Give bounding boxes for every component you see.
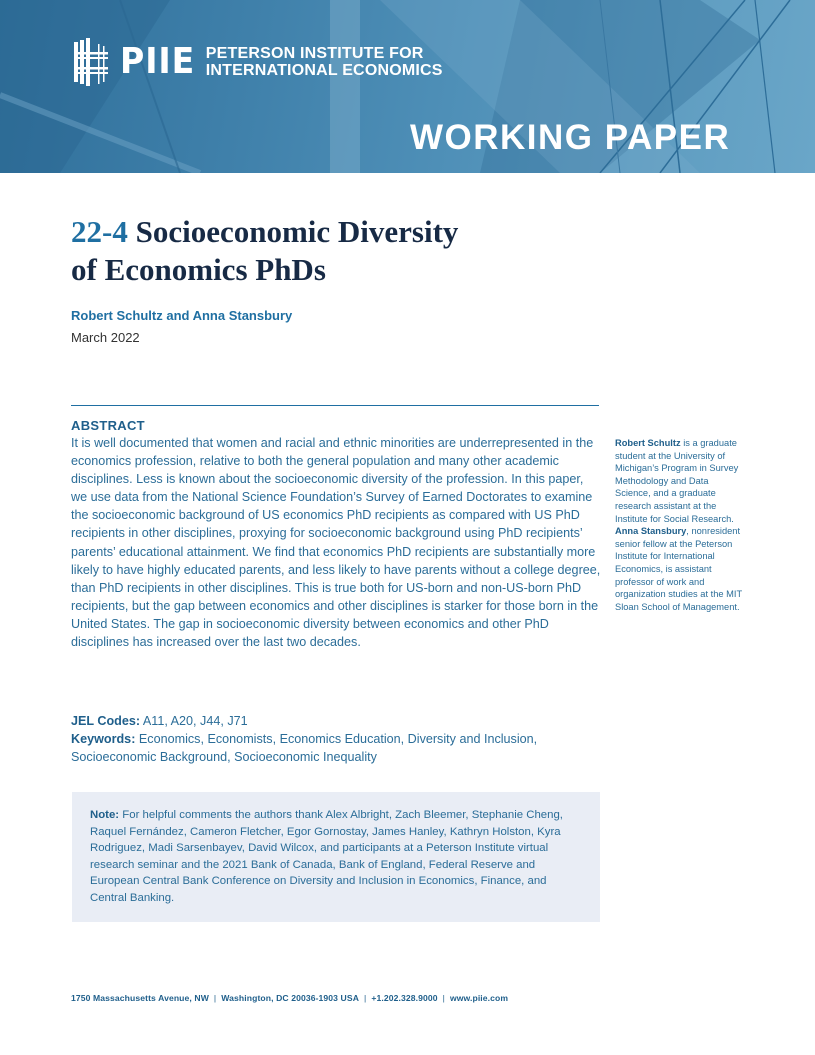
bio-author1-text: is a graduate student at the University of Michigan’s Program in Survey Methodology and Data Science, and a graduate research assistant at the Institute for Social Research. xyxy=(615,438,739,524)
logo-wordmark: PIIE xyxy=(120,41,196,82)
keywords-label: Keywords: xyxy=(71,732,136,747)
jel-codes xyxy=(71,712,611,730)
footer-address: 1750 Massachusetts Avenue, NW xyxy=(71,993,209,1003)
footer-city: Washington, DC 20036-1903 USA xyxy=(221,993,359,1003)
title-line2: of Economics PhDs xyxy=(71,252,326,287)
keywords xyxy=(71,730,611,766)
note-label: Note: xyxy=(90,809,120,821)
abstract-heading: ABSTRACT xyxy=(71,418,145,433)
acknowledgements-note xyxy=(72,792,600,922)
title-line1: Socioeconomic Diversity xyxy=(135,214,459,249)
institute-name xyxy=(206,45,443,79)
paper-title xyxy=(71,213,591,289)
institute-name-line1: PETERSON INSTITUTE FOR xyxy=(205,45,424,62)
piie-logo[interactable] xyxy=(72,36,443,88)
footer-separator: | xyxy=(213,993,217,1003)
authors: Robert Schultz and Anna Stansbury xyxy=(71,308,293,323)
building-logo-icon xyxy=(72,36,110,88)
keywords-value: Economics, Economists, Economics Education, Diversity and Inclusion, Socioeconomic Background, Socioeconomic Inequality xyxy=(71,732,538,765)
note-text: For helpful comments the authors thank Alex Albright, Zach Bleemer, Stephanie Cheng, Raquel Fernández, Cameron Fletcher, Egor Gornostay, James Hanley, Kathryn Holston, Kyra Rodriguez, Madi Sarsenbayev, David Wilcox, and participants at a Peterson Institute virtual research seminar and the 2021 Bank of Canada, Bank of England, Federal Reserve and European Central Bank Conference on Diversity and Inclusion in Economics, Finance, and Central Banking. xyxy=(90,809,563,904)
author-bios xyxy=(615,437,745,613)
bio-author2-name: Anna Stansbury xyxy=(615,526,687,537)
paper-metadata xyxy=(71,712,611,767)
paper-number: 22-4 xyxy=(71,214,128,249)
footer-contact xyxy=(71,993,508,1003)
jel-codes-label: JEL Codes: xyxy=(71,714,141,728)
abstract-divider xyxy=(71,405,599,406)
abstract-text: It is well documented that women and racial and ethnic minorities are underrepresented in the economics profession, relative to both the general population and many other academic disciplines. Less is known about the socioeconomic diversity of the profession. In this paper, we use data from the National Science Foundation’s Survey of Earned Doctorates to examine the socioeconomic background of US economics PhD recipients as compared with US PhD recipients in other disciplines, proxying for socioeconomic background using PhD recipients’ parents’ educational attainment. We find that economics PhD recipients are substantially more likely to have highly educated parents, and less likely to have parents without a college degree, than PhD recipients in other disciplines. This is true both for US-born and non-US-born PhD recipients, but the gap between economics and other disciplines is starker for those born in the United States. The gap in socioeconomic diversity between economics and other PhD disciplines has increased over the last two decades. xyxy=(71,436,601,650)
publication-date: March 2022 xyxy=(71,330,140,345)
bio-author2-text: , nonresident senior fellow at the Peterson Institute for International Economics, is assistant professor of work and organization studies at the MIT Sloan School of Management. xyxy=(615,526,742,612)
bio-author1-name: Robert Schultz xyxy=(615,438,681,448)
footer-separator: | xyxy=(442,993,445,1003)
footer-separator: | xyxy=(364,993,367,1003)
footer-website-link[interactable]: www.piie.com xyxy=(449,993,509,1003)
jel-codes-value: A11, A20, J44, J71 xyxy=(142,714,248,728)
institute-name-line2: INTERNATIONAL ECONOMICS xyxy=(205,62,443,79)
header-banner xyxy=(0,0,815,173)
working-paper-label: WORKING PAPER xyxy=(410,118,731,157)
footer-phone: +1.202.328.9000 xyxy=(371,993,438,1003)
